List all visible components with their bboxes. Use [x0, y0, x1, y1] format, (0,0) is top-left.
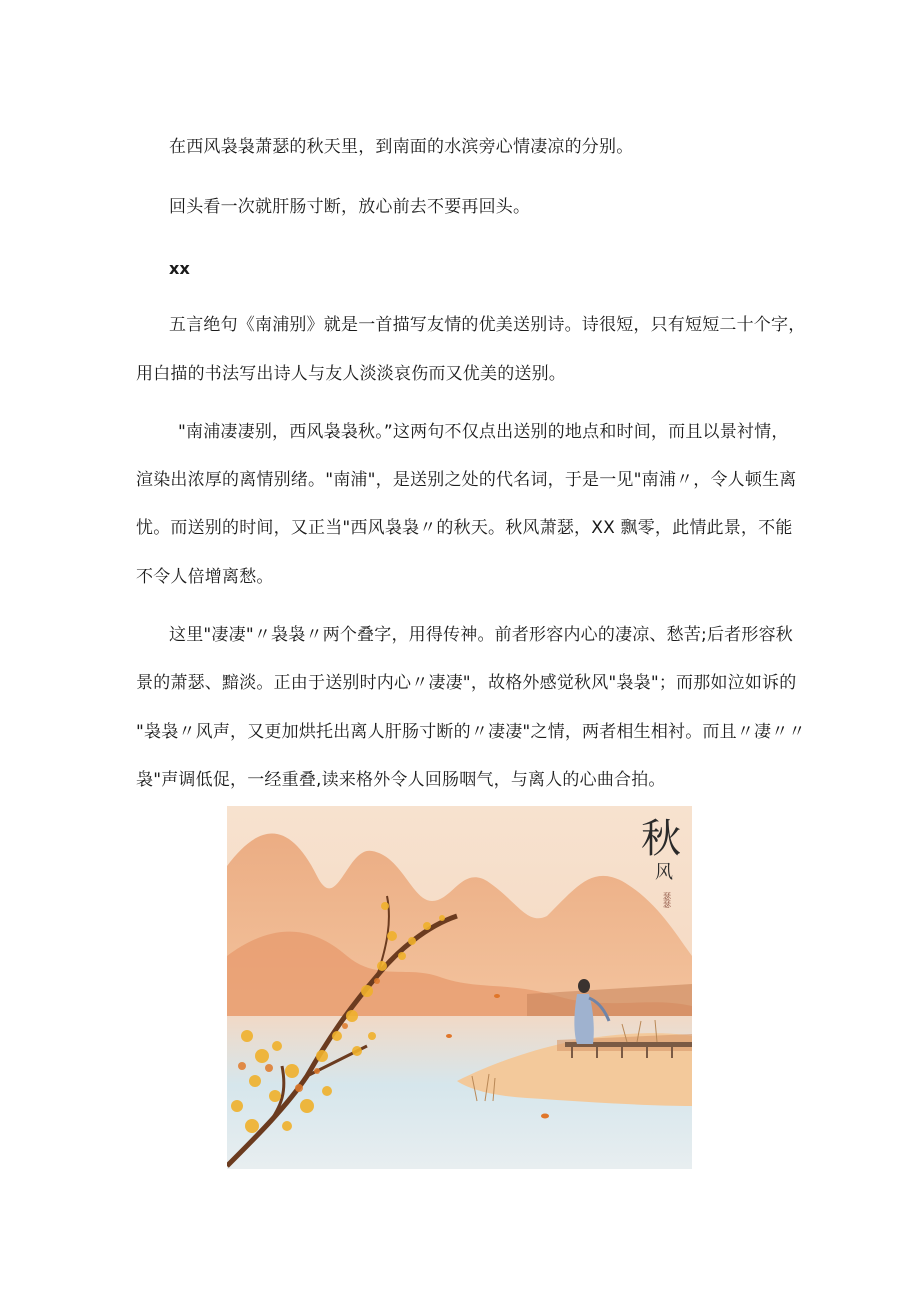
paragraph-line: 渲染出浓厚的离情别绪。"南浦"，是送别之处的代名词，于是一见"南浦〃，令人顿生离 — [136, 470, 797, 490]
paragraph-line: 五言绝句《南浦别》就是一首描写友情的优美送别诗。诗很短，只有短短二十个字， — [169, 315, 806, 335]
paragraph-line: 袅"声调低促，一经重叠,读来格外令人回肠咽气，与离人的心曲合拍。 — [136, 770, 666, 790]
paragraph-line: 景的萧瑟、黯淡。正由于送别时内心〃凄凄"，故格外感觉秋风"袅袅"；而那如泣如诉的 — [136, 673, 797, 693]
paragraph-line: 这里"凄凄"〃袅袅〃两个叠字，用得传神。前者形容内心的凄凉、愁苦;后者形容秋 — [169, 625, 793, 645]
paragraph-line: 在西风袅袅萧瑟的秋天里，到南面的水滨旁心情凄凉的分别。 — [169, 137, 634, 157]
paragraph-line: 回头看一次就肝肠寸断，放心前去不要再回头。 — [169, 197, 531, 217]
paragraph-line: "南浦凄凄别，西风袅袅秋。”这两句不仅点出送别的地点和时间，而且以景衬情， — [178, 422, 789, 442]
paragraph-line: 忧。而送别的时间，又正当"西风袅袅〃的秋天。秋风萧瑟，XX 飘零，此情此景，不能 — [136, 518, 793, 538]
paragraph-line: 用白描的书法写出诗人与友人淡淡哀伤而又优美的送别。 — [136, 364, 566, 384]
seal-text: 瑟瑟 — [662, 892, 672, 908]
calligraphy-small: 风 — [655, 862, 673, 883]
paragraph-line: 不令人倍增离愁。 — [136, 567, 274, 587]
autumn-landscape-icon — [227, 806, 692, 1169]
calligraphy-large: 秋 — [641, 816, 681, 862]
paragraph-line: "袅袅〃风声，又更加烘托出离人肝肠寸断的〃凄凄"之情，两者相生相衬。而且〃凄〃〃 — [136, 722, 806, 742]
section-heading: xx — [169, 259, 191, 278]
autumn-landscape-illustration — [227, 806, 692, 1169]
